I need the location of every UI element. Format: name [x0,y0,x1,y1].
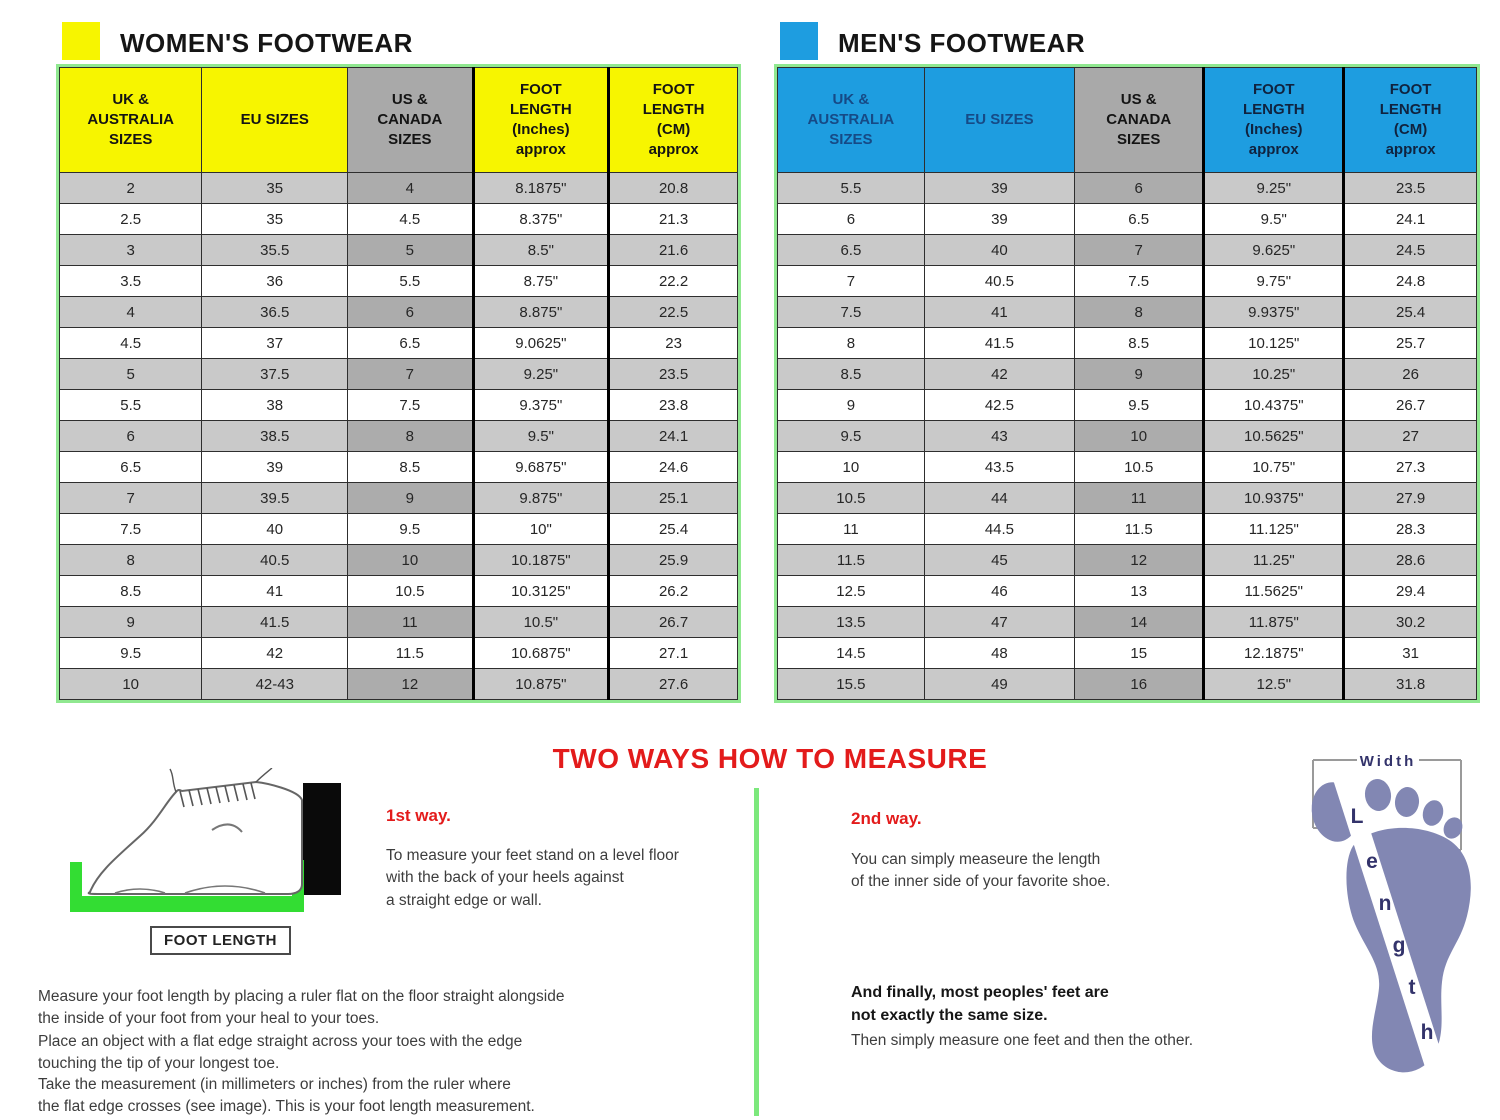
first-way-heading: 1st way. [386,806,451,825]
size-row [778,607,1477,638]
size-row [778,390,1477,421]
size-cell: 10.1875" [473,545,609,576]
size-cell: 12 [1075,545,1204,576]
size-cell: 25.4 [609,514,738,545]
size-cell: 39 [202,452,348,483]
ruler-instructions-2: Take the measurement (in millimeters or inches) from the ruler where the flat edge crosses (see image). This is your foot length measurement. [38,1076,535,1116]
size-cell: 9.5" [473,421,609,452]
size-cell: 31.8 [1344,669,1477,700]
mens-size-table-wrap [774,64,1480,703]
size-cell: 7 [348,359,473,390]
header-row [778,68,1477,173]
size-cell: 44 [924,483,1074,514]
size-cell: 27.6 [609,669,738,700]
size-cell: 9.5" [1204,204,1344,235]
size-cell: 9.5 [778,421,925,452]
size-cell: 41.5 [202,607,348,638]
column-header: FOOT LENGTH (Inches) approx [473,68,609,173]
size-row [60,483,738,514]
size-cell: 27.3 [1344,452,1477,483]
size-cell: 3.5 [60,266,202,297]
svg-text:h: h [1420,1021,1434,1044]
first-way-text: To measure your feet stand on a level floor with the back of your heels against a straight edge or wall. [386,847,679,909]
size-cell: 9.75" [1204,266,1344,297]
size-row [60,607,738,638]
size-row [60,204,738,235]
size-cell: 10.4375" [1204,390,1344,421]
size-cell: 35 [202,204,348,235]
size-cell: 37 [202,328,348,359]
size-cell: 9.25" [1204,173,1344,204]
size-cell: 41 [202,576,348,607]
size-row [778,297,1477,328]
size-cell: 39.5 [202,483,348,514]
size-cell: 9 [348,483,473,514]
foot-outline [89,782,302,894]
wall-block [303,783,341,895]
size-cell: 10.3125" [473,576,609,607]
size-cell: 9.25" [473,359,609,390]
size-row [60,359,738,390]
size-cell: 28.6 [1344,545,1477,576]
size-cell: 10.6875" [473,638,609,669]
mens-size-table [777,67,1477,700]
size-cell: 38 [202,390,348,421]
section-divider [754,788,759,1116]
size-cell: 8.5 [60,576,202,607]
size-cell: 30.2 [1344,607,1477,638]
size-cell: 7.5 [60,514,202,545]
size-row [778,669,1477,700]
size-cell: 8.5 [348,452,473,483]
svg-text:e: e [1366,850,1378,873]
size-cell: 5 [60,359,202,390]
size-row [778,452,1477,483]
size-row [60,173,738,204]
size-cell: 26.7 [1344,390,1477,421]
size-cell: 49 [924,669,1074,700]
size-cell: 12.1875" [1204,638,1344,669]
size-cell: 22.2 [609,266,738,297]
size-cell: 14.5 [778,638,925,669]
width-label: Width [1359,753,1417,770]
size-cell: 13 [1075,576,1204,607]
size-cell: 40 [924,235,1074,266]
size-cell: 10 [778,452,925,483]
womens-size-table [59,67,738,700]
womens-size-table-wrap [56,64,741,703]
size-cell: 5.5 [60,390,202,421]
size-cell: 43 [924,421,1074,452]
size-row [60,452,738,483]
size-cell: 20.8 [609,173,738,204]
size-row [778,359,1477,390]
size-cell: 8.5 [1075,328,1204,359]
size-cell: 40 [202,514,348,545]
size-cell: 40.5 [202,545,348,576]
size-cell: 9.6875" [473,452,609,483]
size-cell: 9.5 [348,514,473,545]
size-cell: 9.5 [1075,390,1204,421]
size-row [60,328,738,359]
womens-color-swatch [62,22,100,60]
size-cell: 11.5 [348,638,473,669]
size-cell: 24.1 [1344,204,1477,235]
size-row [778,638,1477,669]
size-cell: 5.5 [778,173,925,204]
size-row [60,638,738,669]
size-cell: 9.5 [60,638,202,669]
column-header: FOOT LENGTH (CM) approx [609,68,738,173]
size-cell: 23.5 [1344,173,1477,204]
size-cell: 4 [60,297,202,328]
size-cell: 31 [1344,638,1477,669]
size-cell: 10" [473,514,609,545]
size-cell: 44.5 [924,514,1074,545]
size-cell: 9 [60,607,202,638]
size-cell: 10 [60,669,202,700]
size-cell: 9.875" [473,483,609,514]
size-cell: 42 [924,359,1074,390]
size-cell: 8.5 [778,359,925,390]
size-row [778,328,1477,359]
size-cell: 7 [60,483,202,514]
ruler-bottom [70,896,304,912]
size-row [778,173,1477,204]
size-row [60,514,738,545]
size-cell: 11.5625" [1204,576,1344,607]
size-cell: 3 [60,235,202,266]
size-cell: 8.875" [473,297,609,328]
size-row [60,297,738,328]
size-cell: 6 [1075,173,1204,204]
size-cell: 27 [1344,421,1477,452]
size-cell: 40.5 [924,266,1074,297]
feet-note-bold: And finally, most peoples' feet are not exactly the same size. [851,984,1109,1024]
size-cell: 36.5 [202,297,348,328]
size-cell: 39 [924,173,1074,204]
size-cell: 47 [924,607,1074,638]
size-cell: 6.5 [60,452,202,483]
size-cell: 25.7 [1344,328,1477,359]
footprint-diagram [1293,750,1483,1090]
size-cell: 37.5 [202,359,348,390]
size-cell: 9.9375" [1204,297,1344,328]
size-cell: 10.5625" [1204,421,1344,452]
size-cell: 35 [202,173,348,204]
size-cell: 42 [202,638,348,669]
feet-note: Then simply measure one feet and then the other. [851,1032,1194,1049]
measure-section-title: TWO WAYS HOW TO MEASURE [552,743,988,774]
size-cell: 10 [348,545,473,576]
column-header: EU SIZES [202,68,348,173]
size-cell: 21.6 [609,235,738,266]
size-cell: 12.5 [778,576,925,607]
size-cell: 26.2 [609,576,738,607]
size-cell: 15 [1075,638,1204,669]
size-cell: 8.75" [473,266,609,297]
size-cell: 7 [778,266,925,297]
second-way-text: You can simply measeure the length of the inner side of your favorite shoe. [851,851,1111,891]
size-cell: 8 [1075,297,1204,328]
size-row [778,514,1477,545]
size-cell: 24.1 [609,421,738,452]
size-row [60,421,738,452]
svg-text:g: g [1392,934,1406,957]
size-cell: 46 [924,576,1074,607]
size-cell: 9.0625" [473,328,609,359]
size-cell: 10.5 [348,576,473,607]
size-cell: 10.5" [473,607,609,638]
size-cell: 9.375" [473,390,609,421]
size-cell: 2 [60,173,202,204]
foot-measuring-diagram [60,768,360,933]
size-cell: 27.1 [609,638,738,669]
size-cell: 11.5 [778,545,925,576]
column-header: FOOT LENGTH (CM) approx [1344,68,1477,173]
size-row [778,235,1477,266]
size-cell: 24.8 [1344,266,1477,297]
size-cell: 6.5 [348,328,473,359]
size-cell: 6.5 [1075,204,1204,235]
size-cell: 12.5" [1204,669,1344,700]
column-header: UK & AUSTRALIA SIZES [60,68,202,173]
size-row [778,421,1477,452]
size-cell: 24.6 [609,452,738,483]
size-cell: 36 [202,266,348,297]
size-cell: 14 [1075,607,1204,638]
size-cell: 15.5 [778,669,925,700]
column-header: US & CANADA SIZES [348,68,473,173]
size-cell: 42-43 [202,669,348,700]
size-cell: 10.125" [1204,328,1344,359]
size-cell: 4 [348,173,473,204]
mens-section-title: MEN'S FOOTWEAR [838,28,1086,58]
size-cell: 35.5 [202,235,348,266]
column-header: UK & AUSTRALIA SIZES [778,68,925,173]
size-cell: 11 [348,607,473,638]
size-cell: 7.5 [1075,266,1204,297]
size-cell: 38.5 [202,421,348,452]
size-cell: 11.875" [1204,607,1344,638]
second-way-heading: 2nd way. [851,809,922,828]
size-cell: 4.5 [348,204,473,235]
size-row [60,545,738,576]
size-cell: 21.3 [609,204,738,235]
size-cell: 48 [924,638,1074,669]
size-row [778,545,1477,576]
size-cell: 25.9 [609,545,738,576]
size-cell: 45 [924,545,1074,576]
size-cell: 10.5 [778,483,925,514]
header-row [60,68,738,173]
size-cell: 8.375" [473,204,609,235]
size-cell: 8.1875" [473,173,609,204]
size-cell: 10.875" [473,669,609,700]
size-row [60,390,738,421]
size-cell: 22.5 [609,297,738,328]
size-row [778,266,1477,297]
ruler-left-lip [70,862,82,902]
size-row [778,576,1477,607]
svg-text:n: n [1378,892,1392,915]
size-cell: 39 [924,204,1074,235]
svg-text:t: t [1408,976,1416,999]
size-cell: 11.125" [1204,514,1344,545]
womens-section-title: WOMEN'S FOOTWEAR [120,28,413,58]
size-row [60,669,738,700]
size-cell: 23 [609,328,738,359]
column-header: FOOT LENGTH (Inches) approx [1204,68,1344,173]
size-row [60,576,738,607]
size-cell: 26 [1344,359,1477,390]
size-cell: 42.5 [924,390,1074,421]
size-cell: 41 [924,297,1074,328]
size-cell: 29.4 [1344,576,1477,607]
size-cell: 9.625" [1204,235,1344,266]
size-cell: 7.5 [348,390,473,421]
size-cell: 9 [778,390,925,421]
size-cell: 8 [60,545,202,576]
size-cell: 10.25" [1204,359,1344,390]
ruler-instructions: Measure your foot length by placing a ruler flat on the floor straight alongside the inside of your foot from your heal to your toes. Place an object with a flat edge straight across your toes with the edge touching the tip of your longest toe. [38,988,565,1073]
size-cell: 43.5 [924,452,1074,483]
size-cell: 41.5 [924,328,1074,359]
size-cell: 26.7 [609,607,738,638]
size-cell: 5.5 [348,266,473,297]
size-cell: 10.75" [1204,452,1344,483]
size-cell: 6 [348,297,473,328]
size-cell: 7.5 [778,297,925,328]
size-cell: 16 [1075,669,1204,700]
size-cell: 25.4 [1344,297,1477,328]
mens-color-swatch [780,22,818,60]
size-cell: 5 [348,235,473,266]
size-cell: 9 [1075,359,1204,390]
size-cell: 8 [778,328,925,359]
size-cell: 11 [1075,483,1204,514]
size-cell: 4.5 [60,328,202,359]
size-cell: 8 [348,421,473,452]
foot-length-label: FOOT LENGTH [150,926,291,955]
svg-text:L: L [1350,805,1364,828]
size-cell: 6.5 [778,235,925,266]
size-cell: 25.1 [609,483,738,514]
column-header: US & CANADA SIZES [1075,68,1204,173]
size-cell: 12 [348,669,473,700]
size-cell: 13.5 [778,607,925,638]
size-row [778,483,1477,514]
size-cell: 6 [778,204,925,235]
size-cell: 6 [60,421,202,452]
size-row [778,204,1477,235]
size-row [60,235,738,266]
size-cell: 10.9375" [1204,483,1344,514]
size-cell: 10 [1075,421,1204,452]
size-row [60,266,738,297]
size-cell: 7 [1075,235,1204,266]
size-cell: 10.5 [1075,452,1204,483]
size-cell: 23.8 [609,390,738,421]
size-cell: 28.3 [1344,514,1477,545]
size-cell: 11.25" [1204,545,1344,576]
size-cell: 24.5 [1344,235,1477,266]
size-cell: 8.5" [473,235,609,266]
size-cell: 23.5 [609,359,738,390]
column-header: EU SIZES [924,68,1074,173]
size-cell: 11.5 [1075,514,1204,545]
size-cell: 27.9 [1344,483,1477,514]
size-cell: 2.5 [60,204,202,235]
size-cell: 11 [778,514,925,545]
